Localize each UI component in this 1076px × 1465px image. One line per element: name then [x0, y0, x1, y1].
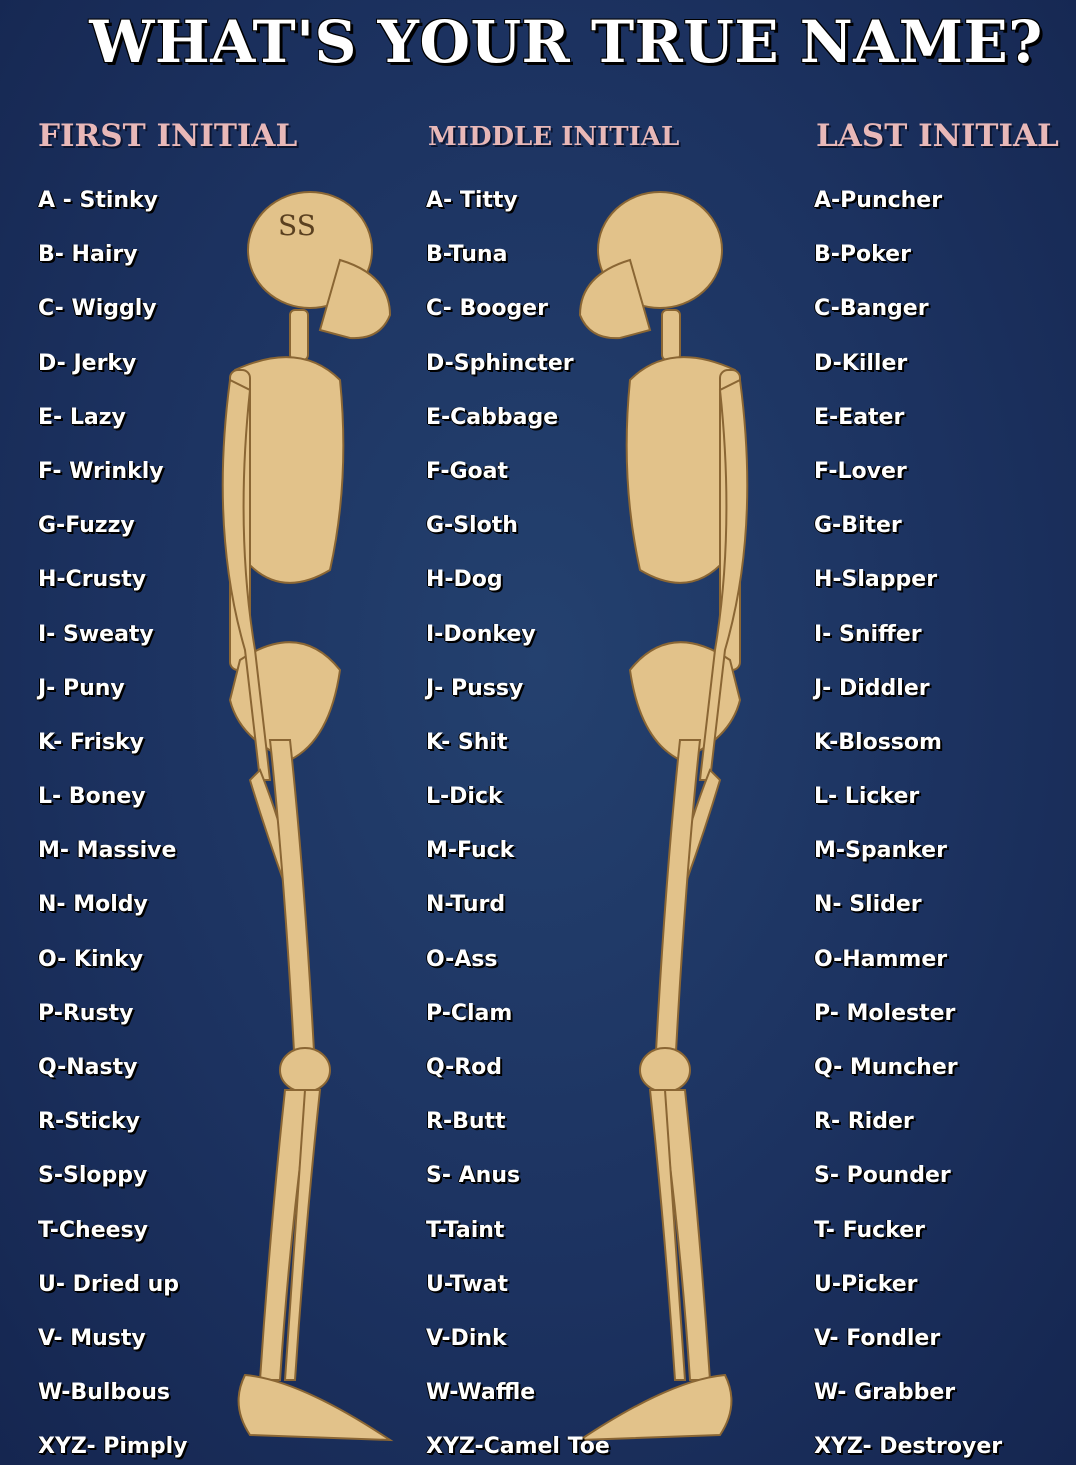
- first-initial-item: M- Massive: [38, 838, 177, 864]
- middle-initial-item: O-Ass: [426, 946, 498, 972]
- first-initial-item: C- Wiggly: [38, 296, 157, 322]
- middle-initial-item: N-Turd: [426, 892, 506, 918]
- first-initial-item: D- Jerky: [38, 350, 137, 376]
- first-initial-list: [38, 186, 187, 1465]
- middle-initial-item: Q-Rod: [426, 1055, 503, 1080]
- last-initial-item: B-Poker: [814, 242, 911, 268]
- middle-initial-item: C- Booger: [426, 296, 548, 322]
- last-initial-item: A-Puncher: [814, 188, 943, 213]
- last-initial-item: I- Sniffer: [814, 621, 922, 647]
- first-initial-item: I- Sweaty: [38, 621, 154, 647]
- last-initial-item: O-Hammer: [814, 946, 948, 972]
- last-initial-item: W- Grabber: [814, 1380, 956, 1406]
- middle-initial-header: MIDDLE INITIAL: [428, 122, 680, 152]
- last-initial-item: N- Slider: [814, 892, 922, 918]
- middle-initial-list: [426, 186, 610, 1465]
- middle-initial-item: E-Cabbage: [426, 404, 559, 430]
- middle-initial-item: H-Dog: [426, 567, 503, 593]
- middle-initial-item: A- Titty: [426, 188, 518, 213]
- last-initial-item: F-Lover: [814, 458, 907, 484]
- last-initial-item: G-Biter: [814, 513, 902, 539]
- first-initial-item: P-Rusty: [38, 1000, 134, 1026]
- first-initial-item: F- Wrinkly: [38, 458, 164, 484]
- last-initial-item: S- Pounder: [814, 1163, 951, 1189]
- last-initial-item: M-Spanker: [814, 838, 947, 864]
- first-initial-item: O- Kinky: [38, 946, 144, 972]
- first-initial-header: FIRST INITIAL: [38, 118, 298, 154]
- middle-initial-item: L-Dick: [426, 784, 503, 810]
- last-initial-item: U-Picker: [814, 1271, 918, 1297]
- skull-graffiti: SS: [278, 209, 316, 242]
- first-initial-item: E- Lazy: [38, 404, 126, 430]
- first-initial-item: A - Stinky: [38, 188, 159, 213]
- last-initial-item: P- Molester: [814, 1000, 956, 1026]
- middle-initial-item: I-Donkey: [426, 621, 536, 647]
- first-initial-item: V- Musty: [38, 1325, 146, 1351]
- last-initial-list: [814, 186, 1002, 1465]
- middle-initial-item: J- Pussy: [426, 675, 524, 701]
- last-initial-item: T- Fucker: [814, 1217, 926, 1243]
- middle-initial-item: V-Dink: [426, 1325, 507, 1351]
- middle-initial-item: D-Sphincter: [426, 350, 574, 376]
- first-initial-item: XYZ- Pimply: [38, 1434, 188, 1460]
- last-initial-item: Q- Muncher: [814, 1055, 958, 1080]
- first-initial-item: H-Crusty: [38, 567, 147, 593]
- middle-initial-item: U-Twat: [426, 1271, 509, 1297]
- first-initial-item: L- Boney: [38, 784, 146, 810]
- last-initial-item: XYZ- Destroyer: [814, 1434, 1003, 1460]
- middle-initial-item: T-Taint: [426, 1217, 505, 1243]
- last-initial-item: K-Blossom: [814, 729, 942, 755]
- middle-initial-item: W-Waffle: [426, 1380, 536, 1406]
- first-initial-item: Q-Nasty: [38, 1055, 138, 1080]
- middle-initial-item: S- Anus: [426, 1163, 521, 1189]
- first-initial-item: T-Cheesy: [38, 1217, 148, 1243]
- first-initial-item: N- Moldy: [38, 892, 148, 918]
- first-initial-item: U- Dried up: [38, 1271, 180, 1297]
- first-initial-item: W-Bulbous: [38, 1380, 170, 1406]
- middle-initial-item: G-Sloth: [426, 513, 518, 539]
- first-initial-item: R-Sticky: [38, 1109, 140, 1135]
- first-initial-item: K- Frisky: [38, 729, 145, 755]
- last-initial-item: C-Banger: [814, 296, 929, 322]
- last-initial-item: D-Killer: [814, 350, 908, 376]
- last-initial-item: V- Fondler: [814, 1325, 941, 1351]
- poster-title: WHAT'S YOUR TRUE NAME?: [89, 8, 1043, 76]
- last-initial-item: E-Eater: [814, 404, 905, 430]
- last-initial-item: R- Rider: [814, 1109, 914, 1135]
- last-initial-item: H-Slapper: [814, 567, 938, 593]
- last-initial-item: J- Diddler: [814, 675, 930, 701]
- first-initial-item: J- Puny: [38, 675, 125, 701]
- middle-initial-item: K- Shit: [426, 729, 508, 755]
- first-initial-item: S-Sloppy: [38, 1163, 148, 1189]
- last-initial-item: L- Licker: [814, 784, 920, 810]
- middle-initial-item: P-Clam: [426, 1000, 513, 1026]
- middle-initial-item: XYZ-Camel Toe: [426, 1434, 610, 1460]
- middle-initial-item: R-Butt: [426, 1109, 506, 1135]
- first-initial-item: G-Fuzzy: [38, 513, 135, 539]
- middle-initial-item: F-Goat: [426, 458, 509, 484]
- last-initial-header: LAST INITIAL: [816, 118, 1059, 154]
- middle-initial-item: B-Tuna: [426, 242, 508, 268]
- skeleton-left-illustration: [190, 180, 410, 1450]
- first-initial-item: B- Hairy: [38, 242, 138, 268]
- middle-initial-item: M-Fuck: [426, 838, 515, 864]
